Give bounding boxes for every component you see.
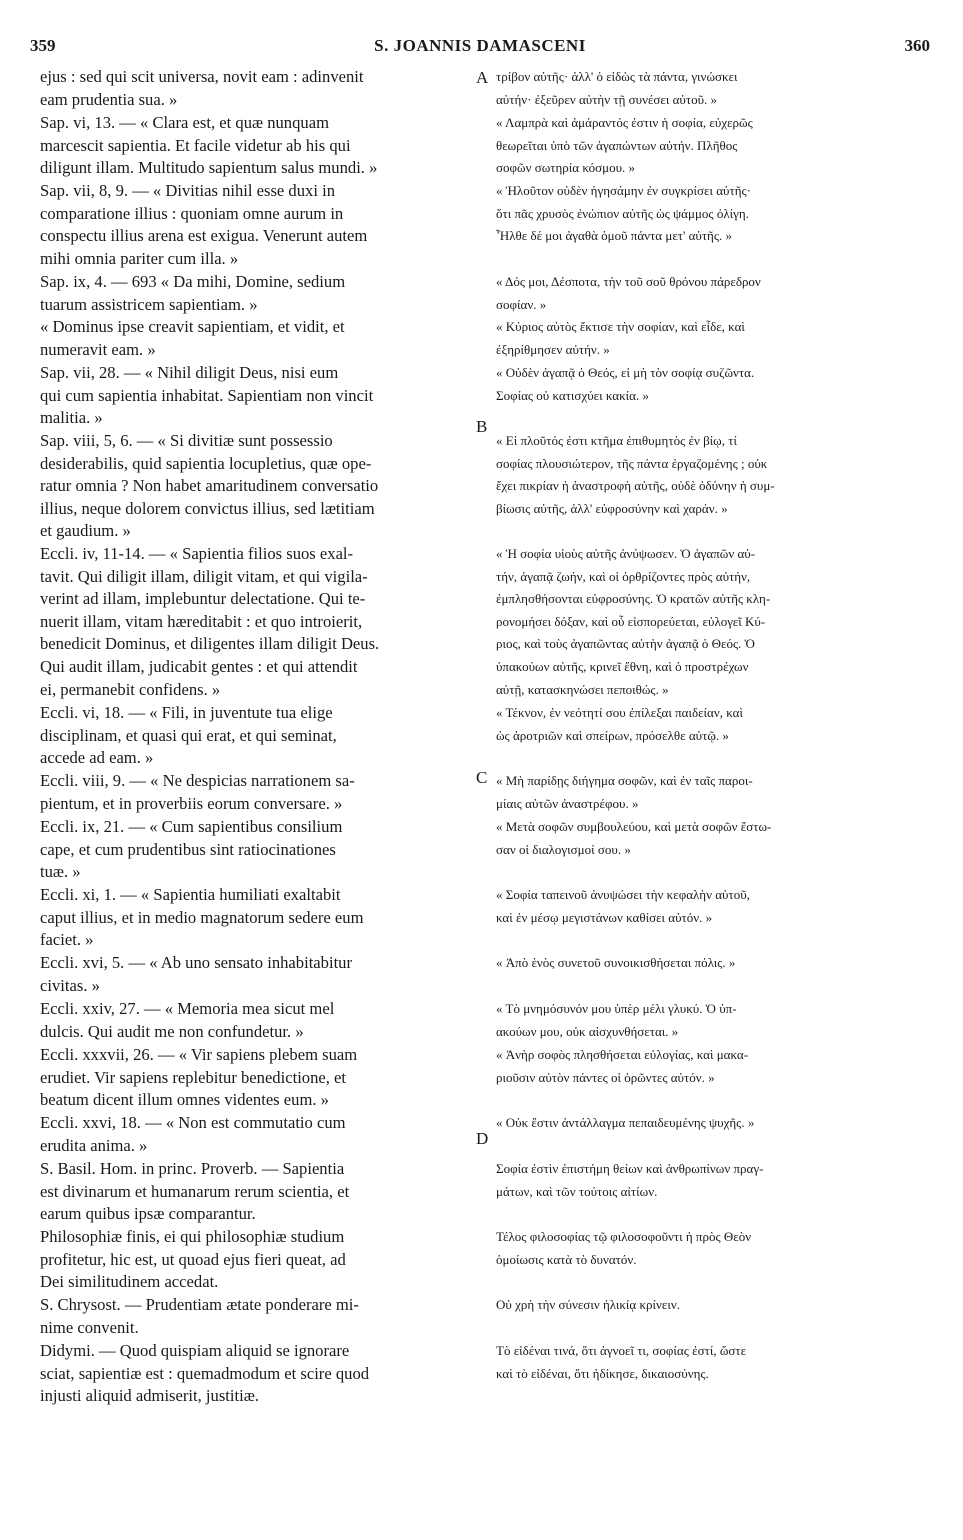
- greek-paragraph: τρίβον αὐτῆς· ἀλλ' ὁ εἰδὼς τὰ πάντα, γινώσκει αὐτήν· ἐξεῦρεν αὐτὴν τῇ συνέσει αὐτοῦ. »: [496, 69, 738, 107]
- latin-paragraph: « Dominus ipse creavit sapientiam, et vidit, et numeravit eam. »: [40, 317, 345, 359]
- greek-paragraph: « Μὴ παρίδῃς διήγημα σοφῶν, καὶ ἐν ταῖς παροι- μίαις αὐτῶν ἀναστρέφου. »: [496, 773, 753, 811]
- greek-paragraph: « Εἰ πλοῦτός ἐστι κτῆμα ἐπιθυμητὸς ἐν βίῳ, τί σοφίας πλουσιώτερον, τῆς πάντα ἐργαζομένης ; οὐκ ἔχει πικρίαν ἡ ἀναστροφὴ αὐτῆς, οὐδὲ ὀδύνην ἡ συμ- βίωσις αὐτῆς, ἀλλ' εὐφροσύνην καὶ χαράν. »: [496, 433, 775, 516]
- greek-paragraph: « Ἡ σοφία υἱοὺς αὐτῆς ἀνύψωσεν. Ὁ ἀγαπῶν αὐ- τήν, ἀγαπᾷ ζωήν, καὶ οἱ ὀρθρίζοντες πρὸς αὐτήν, ἐμπλησθήσονται εὐφροσύνης. Ὁ κρατῶν αὐτῆς κλη- ρονομήσει δόξαν, καὶ οὗ εἰσπορεύεται, εὐλογεῖ Κύ- ριος, καὶ τοὺς ἀγαπῶντας αὐτὴν ἀγαπᾷ ὁ Θεός. Ὁ ὑπακούων αὐτῆς, κρινεῖ ἔθνη, καὶ ὁ προστρέχων αὐτῇ, κατασκηνώσει πεποιθώς. »: [496, 546, 771, 697]
- margin-letter-d: D: [476, 1129, 489, 1148]
- running-header: [30, 36, 930, 60]
- greek-paragraph: « Σοφία ταπεινοῦ ἀνυψώσει τὴν κεφαλὴν αὐτοῦ, καὶ ἐν μέσῳ μεγιστάνων καθίσει αὐτόν. »: [496, 887, 750, 925]
- greek-paragraph: « Οὐκ ἔστιν ἀντάλλαγμα πεπαιδευμένης ψυχῆς. »: [496, 1115, 755, 1130]
- page-number-right: 360: [904, 36, 930, 55]
- greek-paragraph: « Δός μοι, Δέσποτα, τὴν τοῦ σοῦ θρόνου πάρεδρον σοφίαν. »: [496, 274, 761, 312]
- latin-paragraph: Sap. vi, 13. — « Clara est, et quæ nunquam marcescit sapientia. Et facile videtur ab his qui diligunt illam. Multitudo sapientum salus mundi. »: [40, 113, 378, 178]
- margin-letter-b: B: [476, 417, 488, 436]
- latin-paragraph: Philosophiæ finis, ei qui philosophiæ studium profitetur, hic est, ut quoad ejus fieri queat, ad Dei similitudinem accedat.: [40, 1227, 346, 1292]
- latin-paragraph: Eccli. ix, 21. — « Cum sapientibus consilium cape, et cum prudentibus sint ratiocinationes tuæ. »: [40, 817, 343, 882]
- margin-letter-a: A: [476, 68, 489, 87]
- margin-letter-c: C: [476, 768, 488, 787]
- latin-paragraph: Sap. ix, 4. — 693 « Da mihi, Domine, sedium tuarum assistricem sapientiam. »: [40, 272, 346, 314]
- greek-paragraph: « Λαμπρὰ καὶ ἀμάραντός ἐστιν ἡ σοφία, εὐχερῶς θεωρεῖται ὑπὸ τῶν ἀγαπώντων αὐτήν. Πλῆθος σοφῶν σωτηρία κόσμου. »: [496, 115, 753, 176]
- page-number-left: 359: [30, 36, 56, 55]
- latin-paragraph: Eccli. xvi, 5. — « Ab uno sensato inhabitabitur civitas. »: [40, 953, 353, 995]
- latin-paragraph: Eccli. iv, 11-14. — « Sapientia filios suos exal- tavit. Qui diligit illam, diligit vitam, et qui vigila- verint ad illam, implebuntur delectatione. Qui te- nuerit illam, vitam hæreditabit : et quo introierit, benedicit Dominus, et diligentes illam diligit Deus. Qui audit illam, judicabit gentes : et qui attendit ei, permanebit confidens. »: [40, 544, 380, 699]
- latin-paragraph: Sap. viii, 5, 6. — « Si divitiæ sunt possessio desiderabilis, quid sapientia locupletius, quæ ope- ratur omnia ? Non habet amaritudinem conversatio illius, neque dolorem convictus illius, sed lætitiam et gaudium. »: [40, 431, 379, 541]
- greek-paragraph: « Ἡλοῦτον οὐδὲν ἡγησάμην ἐν συγκρίσει αὐτῆς· ὅτι πᾶς χρυσὸς ἐνώπιον αὐτῆς ὡς ψάμμος ὀλίγη. Ἦλθε δέ μοι ἀγαθὰ ὁμοῦ πάντα μετ' αὐτῆς. »: [496, 183, 751, 244]
- greek-paragraph: Τὸ εἰδέναι τινά, ὅτι ἀγνοεῖ τι, σοφίας ἐστί, ὥστε καὶ τὸ εἰδέναι, ὅτι ἠδίκησε, δικαιοσύνης.: [496, 1343, 747, 1381]
- latin-paragraph: S. Basil. Hom. in princ. Proverb. — Sapientia est divinarum et humanarum rerum scientia, et earum quibus ipsæ comparantur.: [40, 1159, 350, 1224]
- greek-paragraph: « Ἀνὴρ σοφὸς πλησθήσεται εὐλογίας, καὶ μακα- ριοῦσιν αὐτὸν πάντες οἱ ὁρῶντες αὐτόν. »: [496, 1047, 749, 1085]
- greek-paragraph: Τέλος φιλοσοφίας τῷ φιλοσοφοῦντι ἡ πρὸς Θεὸν ὁμοίωσις κατὰ τὸ δυνατόν.: [496, 1229, 752, 1267]
- latin-paragraph: Eccli. xxiv, 27. — « Memoria mea sicut mel dulcis. Qui audit me non confundetur. »: [40, 999, 335, 1041]
- greek-paragraph: « Οὐδὲν ἀγαπᾷ ὁ Θεός, εἰ μὴ τὸν σοφίᾳ συζῶντα. Σοφίας οὐ κατισχύει κακία. »: [496, 365, 755, 403]
- greek-paragraph: « Μετὰ σοφῶν συμβουλεύου, καὶ μετὰ σοφῶν ἔστω- σαν οἱ διαλογισμοί σου. »: [496, 819, 772, 857]
- latin-paragraph: Eccli. xxxvii, 26. — « Vir sapiens plebem suam erudiet. Vir sapiens replebitur benedictione, et beatum dicent illum omnes videntes eum. »: [40, 1045, 358, 1110]
- latin-paragraph: Eccli. viii, 9. — « Ne despicias narrationem sa- pientum, et in proverbiis eorum conversare. »: [40, 771, 355, 813]
- greek-paragraph: Οὐ χρὴ τὴν σύνεσιν ἡλικίᾳ κρίνειν.: [496, 1297, 680, 1312]
- greek-paragraph: Σοφία ἐστὶν ἐπιστήμη θείων καὶ ἀνθρωπίνων πραγ- μάτων, καὶ τῶν τούτοις αἰτίων.: [496, 1161, 764, 1199]
- latin-paragraph: Eccli. xi, 1. — « Sapientia humiliati exaltabit caput illius, et in medio magnatorum sedere eum faciet. »: [40, 885, 364, 950]
- latin-paragraph: Eccli. xxvi, 18. — « Non est commutatio cum erudita anima. »: [40, 1113, 346, 1155]
- latin-paragraph: Eccli. vi, 18. — « Fili, in juventute tua elige disciplinam, et quasi qui erat, et qui seminat, accede ad eam. »: [40, 703, 337, 768]
- latin-paragraph: Didymi. — Quod quispiam aliquid se ignorare sciat, sapientiæ est : quemadmodum et scire quod injusti aliquid admiserit, justitiæ.: [40, 1341, 370, 1406]
- greek-paragraph: « Τὸ μνημόσυνόν μου ὑπὲρ μέλι γλυκύ. Ὁ ὑπ- ακούων μου, οὐκ αἰσχυνθήσεται. »: [496, 1001, 737, 1039]
- latin-paragraph: ejus : sed qui scit universa, novit eam : adinvenit eam prudentia sua. »: [40, 67, 364, 109]
- greek-paragraph: « Κύριος αὐτὸς ἔκτισε τὴν σοφίαν, καὶ εἶδε, καὶ ἐξηρίθμησεν αὐτήν. »: [496, 319, 745, 357]
- running-title: S. JOANNIS DAMASCENI: [374, 36, 586, 55]
- latin-paragraph: Sap. vii, 28. — « Nihil diligit Deus, nisi eum qui cum sapientia inhabitat. Sapientiam non vincit malitia. »: [40, 363, 374, 428]
- latin-paragraph: Sap. vii, 8, 9. — « Divitias nihil esse duxi in comparatione illius : quoniam omne aurum in conspectu illius arena est exigua. Venerunt autem mihi omnia pariter cum illa. »: [40, 181, 368, 268]
- greek-paragraph: « Τέκνον, ἐν νεότητί σου ἐπίλεξαι παιδείαν, καὶ ὡς ἀροτριῶν καὶ σπείρων, πρόσελθε αὐτῷ. »: [496, 705, 743, 743]
- greek-paragraph: « Ἀπὸ ἑνὸς συνετοῦ συνοικισθήσεται πόλις. »: [496, 955, 736, 970]
- latin-paragraph: S. Chrysost. — Prudentiam ætate ponderare mi- nime convenit.: [40, 1295, 359, 1337]
